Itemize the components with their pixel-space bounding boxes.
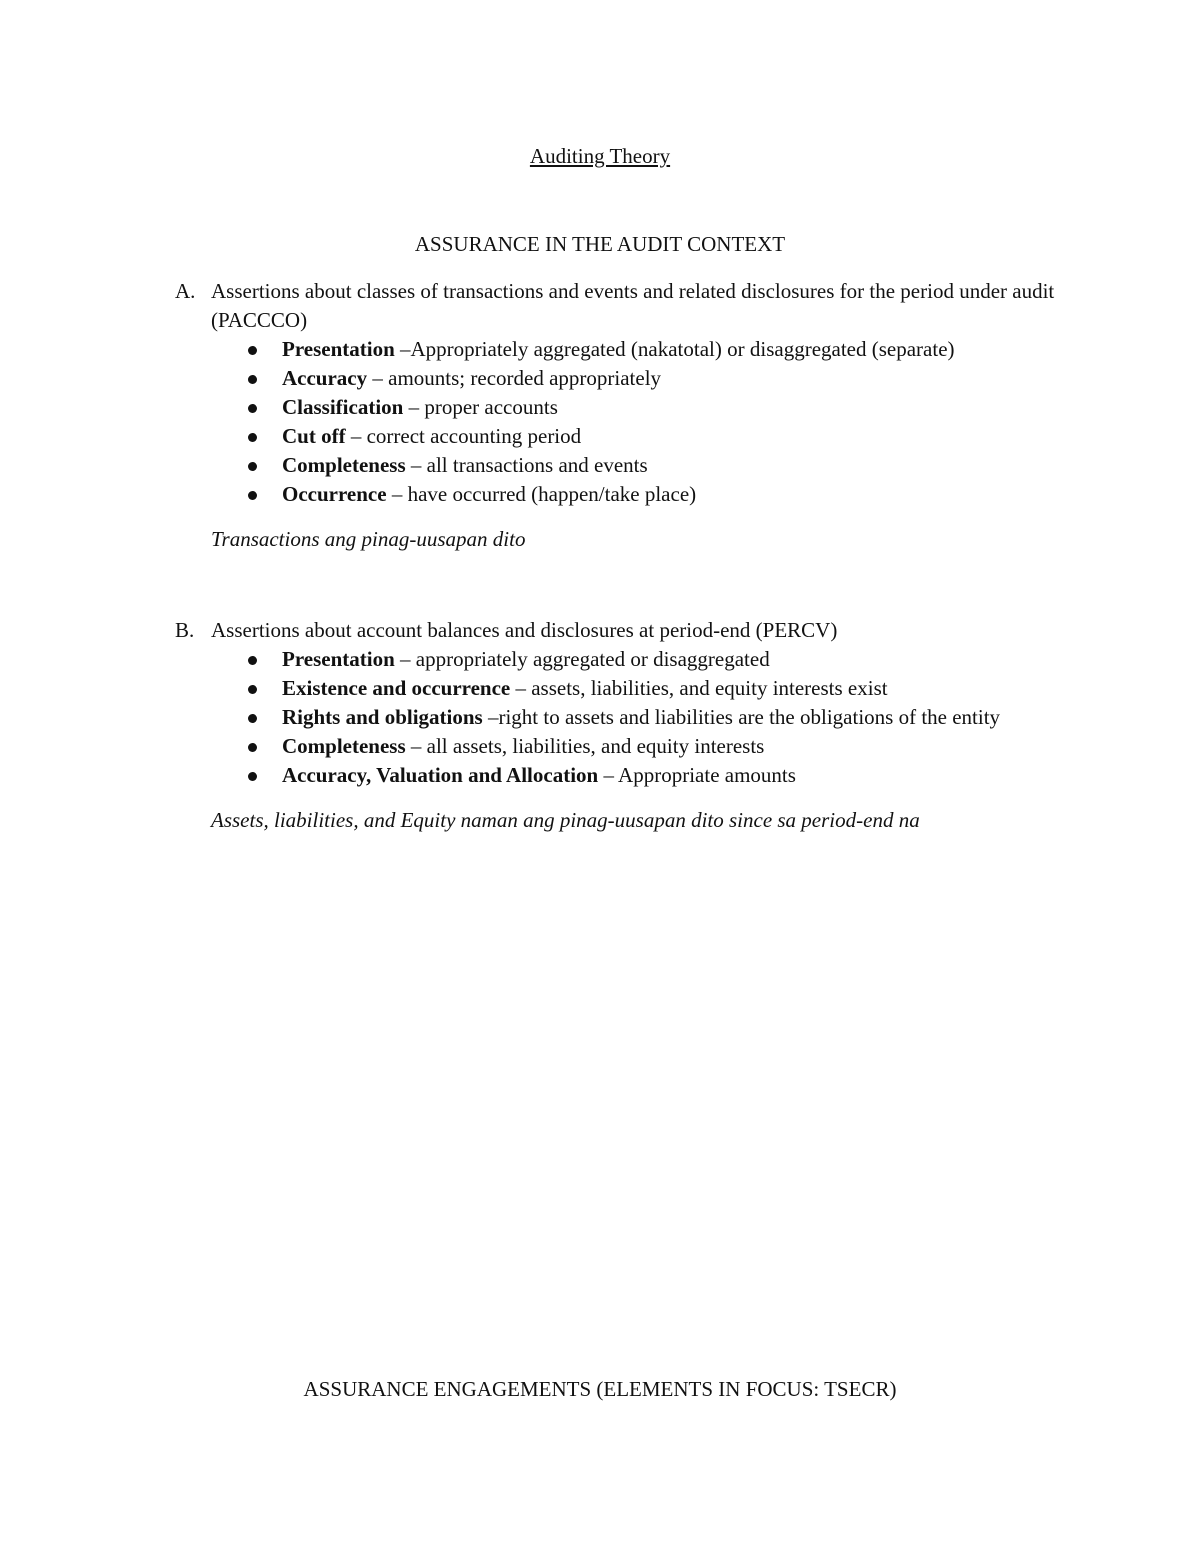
bullet-icon xyxy=(248,404,257,413)
section-b-marker: B. xyxy=(175,618,195,642)
list-item xyxy=(211,761,1071,790)
list-item-desc: – proper accounts xyxy=(403,395,558,419)
bullet-icon xyxy=(248,375,257,384)
list-item-desc: – all assets, liabilities, and equity interests xyxy=(405,734,765,758)
list-item-desc: – amounts; recorded appropriately xyxy=(367,366,662,390)
section-a-note: Transactions ang pinag-uusapan dito xyxy=(211,527,526,551)
list-item-desc: –right to assets and liabilities are the obligations of the entity xyxy=(482,705,1001,729)
list-item-term: Presentation xyxy=(282,337,395,361)
list-item xyxy=(211,364,1071,393)
list-item xyxy=(211,422,1071,451)
list-item-term: Existence and occurrence xyxy=(282,676,511,700)
list-item-term: Completeness xyxy=(282,453,406,477)
list-item xyxy=(211,451,1071,480)
list-item-term: Completeness xyxy=(282,734,406,758)
bullet-icon xyxy=(248,772,257,781)
section-b-intro: Assertions about account balances and disclosures at period-end (PERCV) xyxy=(211,618,838,642)
section-b-note: Assets, liabilities, and Equity naman ang pinag-uusapan dito since sa period-end na xyxy=(211,808,920,832)
list-item-term: Accuracy xyxy=(282,366,368,390)
section-a xyxy=(175,277,1071,554)
list-item-term: Occurrence xyxy=(282,482,387,506)
list-item xyxy=(211,480,1071,509)
list-item xyxy=(211,674,1071,703)
list-item-term: Rights and obligations xyxy=(282,705,483,729)
list-item xyxy=(211,335,1071,364)
section-a-list xyxy=(211,335,1071,509)
bullet-icon xyxy=(248,491,257,500)
section-a-marker: A. xyxy=(175,279,196,303)
section-b xyxy=(175,616,1071,835)
list-item-desc: – appropriately aggregated or disaggregated xyxy=(394,647,770,671)
bullet-icon xyxy=(248,743,257,752)
bullet-icon xyxy=(248,462,257,471)
list-item xyxy=(211,393,1071,422)
list-item-desc: – assets, liabilities, and equity interests exist xyxy=(510,676,888,700)
list-item-desc: – all transactions and events xyxy=(405,453,648,477)
section-heading: ASSURANCE IN THE AUDIT CONTEXT xyxy=(414,232,786,256)
list-item xyxy=(211,645,1071,674)
list-item xyxy=(211,732,1071,761)
bullet-icon xyxy=(248,433,257,442)
document-title: Auditing Theory xyxy=(529,144,671,168)
list-item-desc: –Appropriately aggregated (nakatotal) or disaggregated (separate) xyxy=(394,337,955,361)
list-item-desc: – have occurred (happen/take place) xyxy=(386,482,697,506)
list-item-term: Presentation xyxy=(282,647,395,671)
bullet-icon xyxy=(248,346,257,355)
section-b-list xyxy=(211,645,1071,790)
list-item-term: Accuracy, Valuation and Allocation xyxy=(282,763,599,787)
list-item-term: Classification xyxy=(282,395,404,419)
list-item xyxy=(211,703,1071,732)
bullet-icon xyxy=(248,656,257,665)
list-item-desc: – correct accounting period xyxy=(345,424,582,448)
bullet-icon xyxy=(248,685,257,694)
bottom-heading: ASSURANCE ENGAGEMENTS (ELEMENTS IN FOCUS: TSECR) xyxy=(303,1377,897,1401)
bullet-icon xyxy=(248,714,257,723)
section-a-intro: Assertions about classes of transactions and events and related disclosures for the period under audit (PACCCO) xyxy=(211,279,1055,332)
list-item-term: Cut off xyxy=(282,424,346,448)
list-item-desc: – Appropriate amounts xyxy=(598,763,796,787)
